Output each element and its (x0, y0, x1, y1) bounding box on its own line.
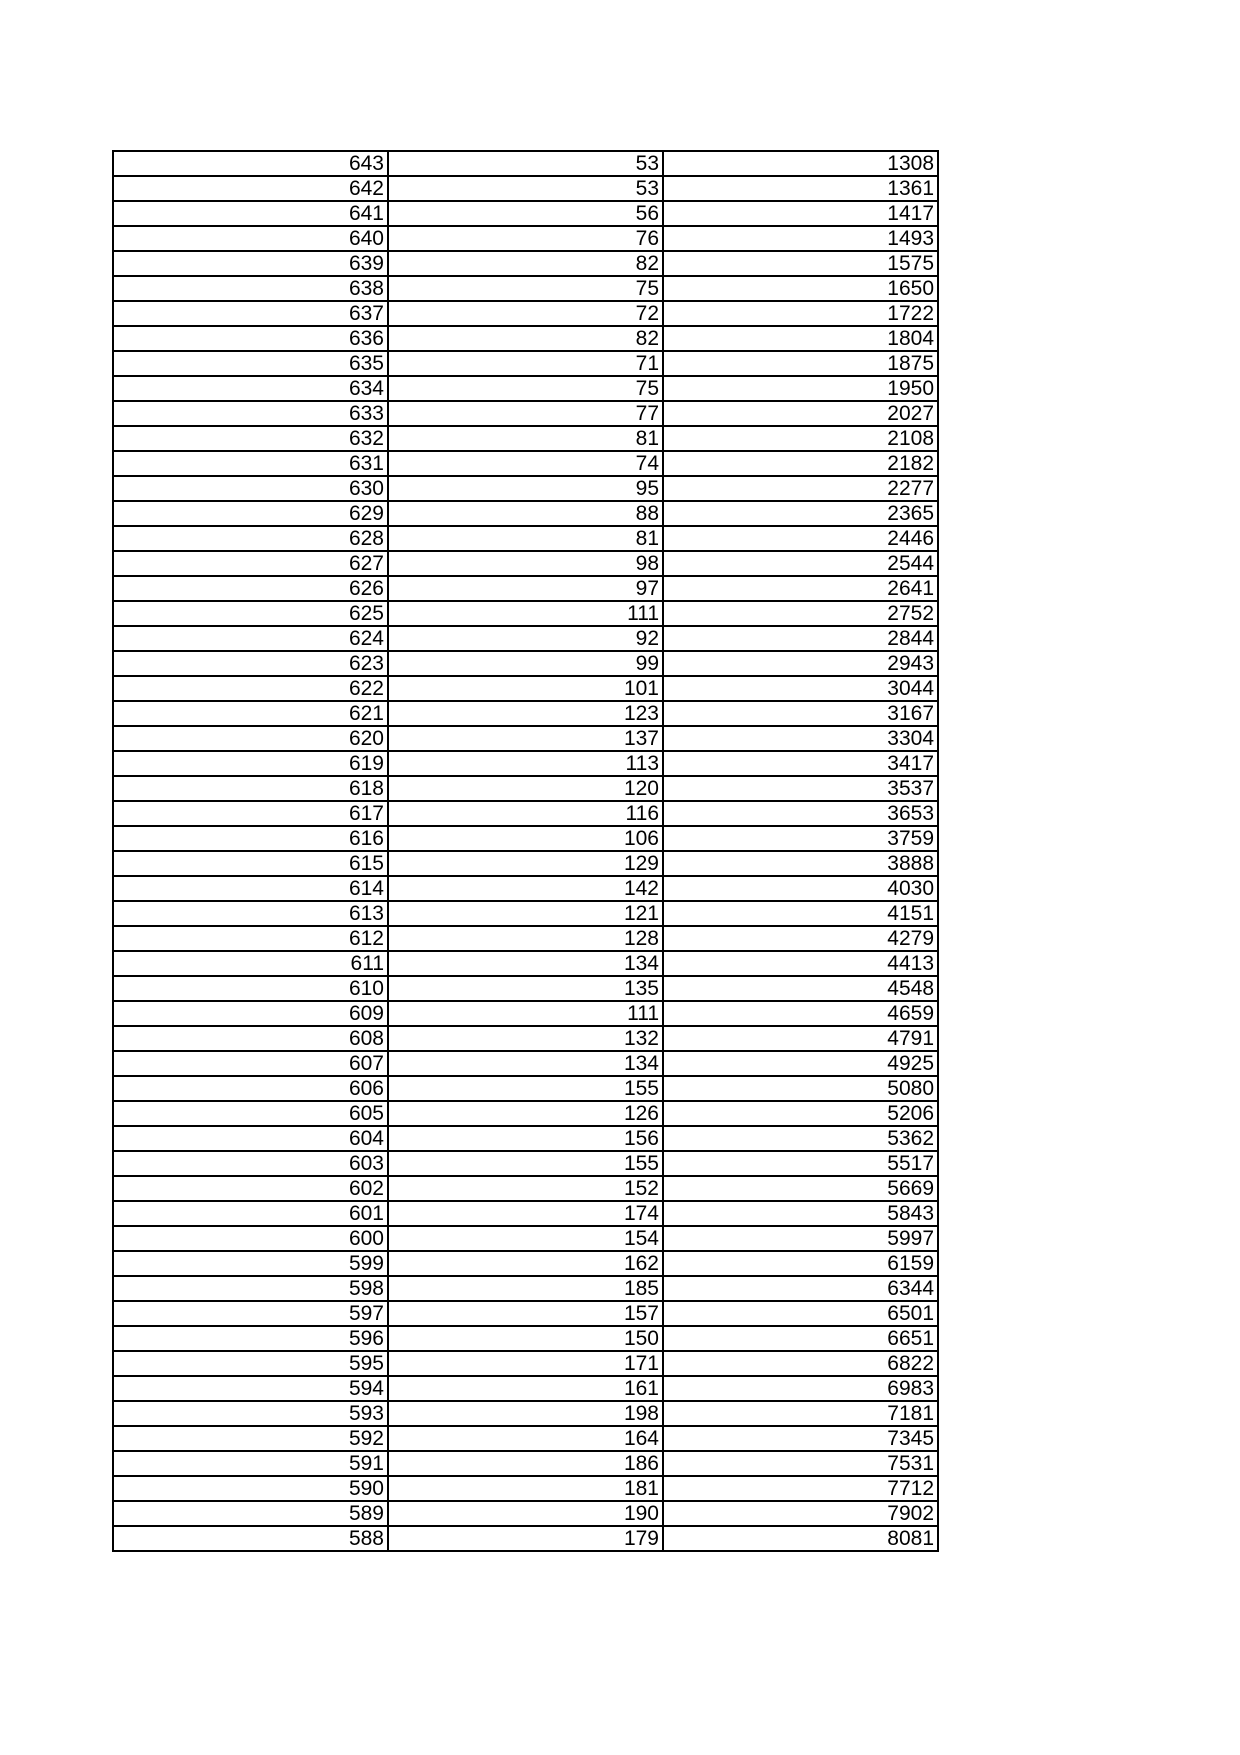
table-cell-col1: 619 (113, 751, 388, 776)
table-cell-col1: 642 (113, 176, 388, 201)
table-row (113, 776, 938, 801)
table-cell-col1: 613 (113, 901, 388, 926)
table-cell-col3: 2446 (663, 526, 938, 551)
table-row (113, 301, 938, 326)
table-cell-col3: 1308 (663, 151, 938, 176)
table-row (113, 551, 938, 576)
table-cell-col1: 627 (113, 551, 388, 576)
table-cell-col1: 616 (113, 826, 388, 851)
table-row (113, 976, 938, 1001)
table-body (113, 151, 938, 1551)
table-cell-col3: 1950 (663, 376, 938, 401)
table-row (113, 926, 938, 951)
table-cell-col1: 643 (113, 151, 388, 176)
table-cell-col3: 3537 (663, 776, 938, 801)
table-cell-col3: 6501 (663, 1301, 938, 1326)
table-cell-col3: 1875 (663, 351, 938, 376)
table-cell-col3: 1722 (663, 301, 938, 326)
table-cell-col3: 7345 (663, 1426, 938, 1451)
table-cell-col1: 600 (113, 1226, 388, 1251)
table-cell-col3: 5362 (663, 1126, 938, 1151)
table-row (113, 701, 938, 726)
table-row (113, 501, 938, 526)
table-cell-col1: 591 (113, 1451, 388, 1476)
table-cell-col1: 598 (113, 1276, 388, 1301)
table-cell-col1: 614 (113, 876, 388, 901)
table-row (113, 1251, 938, 1276)
table-cell-col3: 8081 (663, 1526, 938, 1551)
table-row (113, 601, 938, 626)
table-cell-col2: 99 (388, 651, 663, 676)
table-cell-col3: 2641 (663, 576, 938, 601)
table-row (113, 1176, 938, 1201)
table-cell-col2: 106 (388, 826, 663, 851)
table-cell-col2: 198 (388, 1401, 663, 1426)
table-cell-col3: 5669 (663, 1176, 938, 1201)
table-row (113, 1301, 938, 1326)
table-row (113, 1401, 938, 1426)
table-cell-col2: 164 (388, 1426, 663, 1451)
table-cell-col2: 154 (388, 1226, 663, 1251)
table-cell-col2: 155 (388, 1151, 663, 1176)
table-cell-col1: 596 (113, 1326, 388, 1351)
table-row (113, 1501, 938, 1526)
table-cell-col2: 71 (388, 351, 663, 376)
table-cell-col2: 186 (388, 1451, 663, 1476)
table-row (113, 1376, 938, 1401)
table-cell-col3: 5843 (663, 1201, 938, 1226)
table-row (113, 526, 938, 551)
table-row (113, 176, 938, 201)
table-cell-col2: 81 (388, 526, 663, 551)
table-row (113, 876, 938, 901)
table-cell-col1: 632 (113, 426, 388, 451)
table-cell-col3: 6651 (663, 1326, 938, 1351)
table-cell-col3: 2277 (663, 476, 938, 501)
table-row (113, 1076, 938, 1101)
table-cell-col2: 75 (388, 276, 663, 301)
table-cell-col2: 128 (388, 926, 663, 951)
table-row (113, 351, 938, 376)
table-cell-col1: 620 (113, 726, 388, 751)
table-row (113, 901, 938, 926)
table-row (113, 1351, 938, 1376)
table-cell-col3: 2844 (663, 626, 938, 651)
table-cell-col3: 4413 (663, 951, 938, 976)
table-row (113, 676, 938, 701)
table-row (113, 1451, 938, 1476)
table-cell-col3: 2943 (663, 651, 938, 676)
table-cell-col2: 95 (388, 476, 663, 501)
table-row (113, 226, 938, 251)
table-cell-col3: 3167 (663, 701, 938, 726)
table-cell-col3: 1361 (663, 176, 938, 201)
table-cell-col3: 1575 (663, 251, 938, 276)
table-cell-col1: 622 (113, 676, 388, 701)
table-row (113, 376, 938, 401)
table-cell-col1: 639 (113, 251, 388, 276)
table-cell-col1: 611 (113, 951, 388, 976)
table-cell-col3: 6983 (663, 1376, 938, 1401)
data-table (112, 150, 939, 1552)
table-cell-col3: 3417 (663, 751, 938, 776)
table-row (113, 726, 938, 751)
table-cell-col1: 605 (113, 1101, 388, 1126)
table-cell-col2: 82 (388, 251, 663, 276)
table-cell-col1: 606 (113, 1076, 388, 1101)
table-cell-col1: 624 (113, 626, 388, 651)
table-cell-col2: 152 (388, 1176, 663, 1201)
table-cell-col2: 113 (388, 751, 663, 776)
table-cell-col1: 625 (113, 601, 388, 626)
table-cell-col2: 142 (388, 876, 663, 901)
table-cell-col2: 53 (388, 176, 663, 201)
table-cell-col2: 121 (388, 901, 663, 926)
table-cell-col1: 636 (113, 326, 388, 351)
table-cell-col1: 626 (113, 576, 388, 601)
table-cell-col3: 3653 (663, 801, 938, 826)
table-row (113, 151, 938, 176)
table-row (113, 651, 938, 676)
table-cell-col1: 603 (113, 1151, 388, 1176)
table-cell-col3: 6822 (663, 1351, 938, 1376)
table-cell-col1: 590 (113, 1476, 388, 1501)
table-cell-col2: 162 (388, 1251, 663, 1276)
table-row (113, 576, 938, 601)
table-cell-col1: 637 (113, 301, 388, 326)
table-cell-col1: 641 (113, 201, 388, 226)
table-cell-col2: 137 (388, 726, 663, 751)
table-cell-col1: 595 (113, 1351, 388, 1376)
table-cell-col3: 4925 (663, 1051, 938, 1076)
table-row (113, 426, 938, 451)
table-cell-col3: 2182 (663, 451, 938, 476)
table-cell-col2: 82 (388, 326, 663, 351)
table-cell-col3: 4279 (663, 926, 938, 951)
table-cell-col3: 6344 (663, 1276, 938, 1301)
table-cell-col3: 3888 (663, 851, 938, 876)
table-cell-col1: 607 (113, 1051, 388, 1076)
table-cell-col1: 604 (113, 1126, 388, 1151)
table-cell-col2: 111 (388, 601, 663, 626)
table-cell-col3: 3759 (663, 826, 938, 851)
table-cell-col2: 97 (388, 576, 663, 601)
table-cell-col3: 5080 (663, 1076, 938, 1101)
table-row (113, 1101, 938, 1126)
table-cell-col2: 129 (388, 851, 663, 876)
table-cell-col3: 1650 (663, 276, 938, 301)
table-cell-col2: 56 (388, 201, 663, 226)
table-cell-col3: 1417 (663, 201, 938, 226)
table-cell-col1: 617 (113, 801, 388, 826)
table-cell-col3: 3304 (663, 726, 938, 751)
table-cell-col1: 615 (113, 851, 388, 876)
table-cell-col2: 53 (388, 151, 663, 176)
table-cell-col1: 635 (113, 351, 388, 376)
table-cell-col1: 593 (113, 1401, 388, 1426)
table-cell-col3: 2365 (663, 501, 938, 526)
table-cell-col3: 5517 (663, 1151, 938, 1176)
table-cell-col2: 81 (388, 426, 663, 451)
table-row (113, 1001, 938, 1026)
table-cell-col2: 116 (388, 801, 663, 826)
table-cell-col2: 101 (388, 676, 663, 701)
table-cell-col1: 638 (113, 276, 388, 301)
table-cell-col1: 594 (113, 1376, 388, 1401)
table-row (113, 201, 938, 226)
table-cell-col2: 174 (388, 1201, 663, 1226)
table-cell-col1: 612 (113, 926, 388, 951)
table-cell-col1: 621 (113, 701, 388, 726)
table-cell-col1: 630 (113, 476, 388, 501)
table-cell-col3: 7712 (663, 1476, 938, 1501)
table-cell-col2: 75 (388, 376, 663, 401)
table-cell-col1: 592 (113, 1426, 388, 1451)
table-row (113, 1026, 938, 1051)
table-row (113, 1326, 938, 1351)
table-cell-col2: 185 (388, 1276, 663, 1301)
table-row (113, 251, 938, 276)
table-row (113, 326, 938, 351)
table-cell-col3: 4030 (663, 876, 938, 901)
table-cell-col3: 7531 (663, 1451, 938, 1476)
table-row (113, 1426, 938, 1451)
table-cell-col3: 4151 (663, 901, 938, 926)
table-cell-col2: 156 (388, 1126, 663, 1151)
table-cell-col2: 161 (388, 1376, 663, 1401)
table-row (113, 1526, 938, 1551)
table-cell-col3: 2752 (663, 601, 938, 626)
table-cell-col2: 76 (388, 226, 663, 251)
table-cell-col2: 135 (388, 976, 663, 1001)
table-cell-col2: 92 (388, 626, 663, 651)
table-cell-col1: 609 (113, 1001, 388, 1026)
table-cell-col3: 1493 (663, 226, 938, 251)
table-cell-col3: 6159 (663, 1251, 938, 1276)
table-cell-col1: 618 (113, 776, 388, 801)
table-cell-col2: 134 (388, 1051, 663, 1076)
table-cell-col1: 631 (113, 451, 388, 476)
table-cell-col2: 74 (388, 451, 663, 476)
table-row (113, 1201, 938, 1226)
table-cell-col3: 4791 (663, 1026, 938, 1051)
table-cell-col1: 628 (113, 526, 388, 551)
table-cell-col2: 171 (388, 1351, 663, 1376)
table-cell-col3: 2108 (663, 426, 938, 451)
table-row (113, 826, 938, 851)
table-cell-col2: 111 (388, 1001, 663, 1026)
table-cell-col1: 602 (113, 1176, 388, 1201)
table-row (113, 1476, 938, 1501)
table-cell-col2: 120 (388, 776, 663, 801)
table-cell-col2: 123 (388, 701, 663, 726)
table-cell-col3: 4659 (663, 1001, 938, 1026)
table-cell-col1: 629 (113, 501, 388, 526)
table-cell-col2: 155 (388, 1076, 663, 1101)
table-cell-col2: 77 (388, 401, 663, 426)
table-cell-col1: 640 (113, 226, 388, 251)
table-cell-col2: 126 (388, 1101, 663, 1126)
table-row (113, 1276, 938, 1301)
table-row (113, 951, 938, 976)
table-cell-col2: 72 (388, 301, 663, 326)
table-cell-col3: 2027 (663, 401, 938, 426)
table-cell-col2: 98 (388, 551, 663, 576)
table-cell-col3: 7902 (663, 1501, 938, 1526)
table-row (113, 626, 938, 651)
table-row (113, 1226, 938, 1251)
table-row (113, 276, 938, 301)
table-row (113, 851, 938, 876)
table-cell-col2: 134 (388, 951, 663, 976)
table-cell-col3: 7181 (663, 1401, 938, 1426)
table-cell-col2: 157 (388, 1301, 663, 1326)
table-row (113, 801, 938, 826)
table-row (113, 451, 938, 476)
table-cell-col3: 5206 (663, 1101, 938, 1126)
table-cell-col1: 633 (113, 401, 388, 426)
table-cell-col3: 3044 (663, 676, 938, 701)
table-cell-col2: 190 (388, 1501, 663, 1526)
table-cell-col1: 601 (113, 1201, 388, 1226)
table-cell-col2: 132 (388, 1026, 663, 1051)
table-cell-col2: 88 (388, 501, 663, 526)
table-row (113, 401, 938, 426)
table-row (113, 476, 938, 501)
table-cell-col1: 588 (113, 1526, 388, 1551)
table-cell-col2: 181 (388, 1476, 663, 1501)
table-row (113, 751, 938, 776)
table-cell-col1: 634 (113, 376, 388, 401)
table-row (113, 1151, 938, 1176)
table-cell-col1: 610 (113, 976, 388, 1001)
table-row (113, 1126, 938, 1151)
table-cell-col2: 179 (388, 1526, 663, 1551)
table-row (113, 1051, 938, 1076)
table-cell-col2: 150 (388, 1326, 663, 1351)
table-cell-col1: 599 (113, 1251, 388, 1276)
table-cell-col1: 597 (113, 1301, 388, 1326)
table-cell-col3: 2544 (663, 551, 938, 576)
table-cell-col1: 623 (113, 651, 388, 676)
table-cell-col1: 589 (113, 1501, 388, 1526)
table-cell-col1: 608 (113, 1026, 388, 1051)
table-cell-col3: 4548 (663, 976, 938, 1001)
table-cell-col3: 1804 (663, 326, 938, 351)
table-cell-col3: 5997 (663, 1226, 938, 1251)
